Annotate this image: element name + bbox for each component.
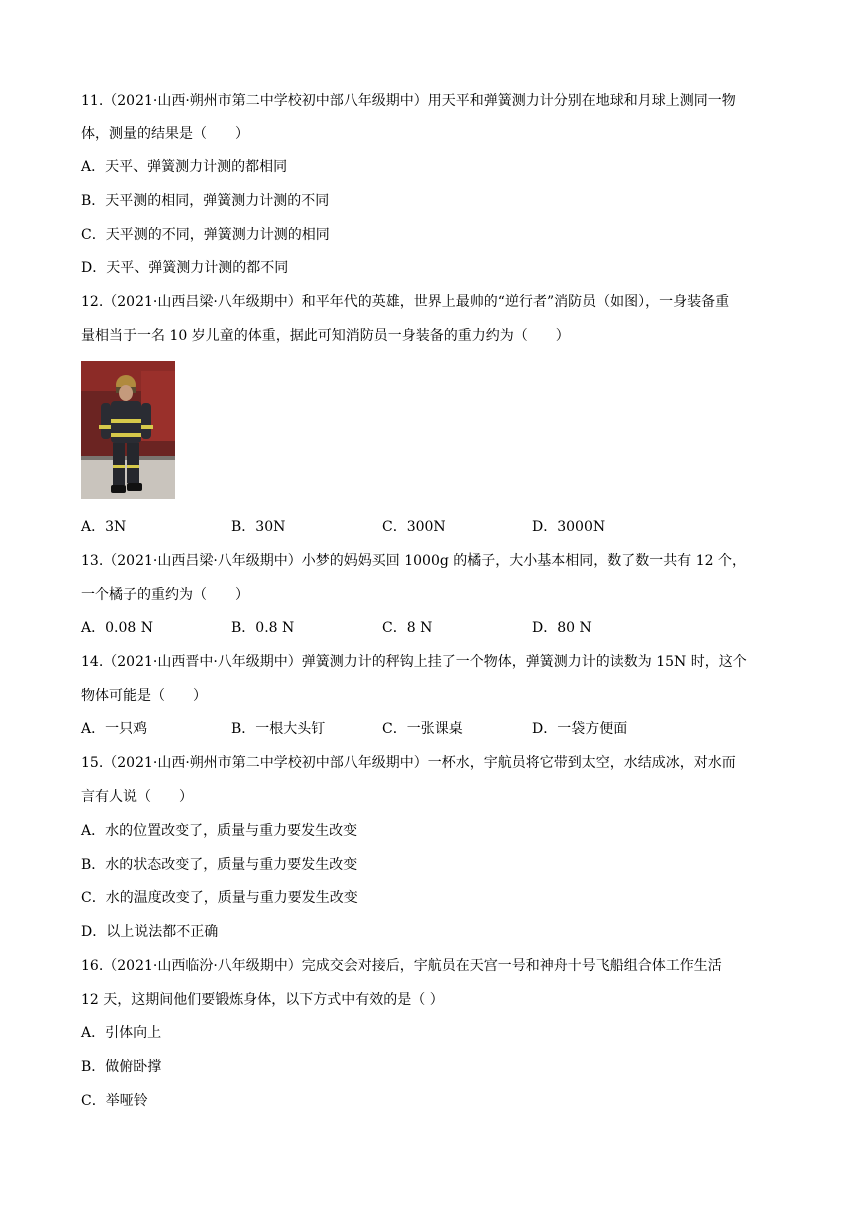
q11-option-c: C．天平测的不同，弹簧测力计测的相同: [81, 227, 330, 243]
q12-option-d: D．3000N: [532, 519, 606, 535]
q13-stem-line1: 13.（2021·山西吕梁·八年级期中）小梦的妈妈买回 1000g 的橘子，大小基本相同，数了数一共有 12 个，: [81, 553, 746, 569]
q14-stem-line1: 14.（2021·山西晋中·八年级期中）弹簧测力计的秤钩上挂了一个物体，弹簧测力计的读数为 15N 时，这个: [81, 654, 747, 670]
q16-stem-line1: 16.（2021·山西临汾·八年级期中）完成交会对接后，宇航员在天宫一号和神舟十号飞船组合体工作生活: [81, 958, 722, 974]
q15-option-c: C．水的温度改变了，质量与重力要发生改变: [81, 890, 358, 906]
q13-option-d: D．80 N: [532, 620, 592, 636]
q16-stem-line2: 12 天，这期间他们要锻炼身体，以下方式中有效的是（ ）: [81, 992, 444, 1008]
q14-option-a: A．一只鸡: [81, 721, 148, 737]
q15-option-a: A．水的位置改变了，质量与重力要发生改变: [81, 823, 358, 839]
q12-option-c: C．300N: [382, 519, 446, 535]
q16-option-a: A．引体向上: [81, 1025, 162, 1041]
q13-stem-line2: 一个橘子的重约为（ ）: [81, 587, 249, 603]
q16-option-c: C．举哑铃: [81, 1093, 148, 1109]
q11-stem-line2: 体，测量的结果是（ ）: [81, 126, 249, 142]
q13-option-c: C．8 N: [382, 620, 433, 636]
q13-option-b: B．0.8 N: [231, 620, 295, 636]
q12-option-b: B．30N: [231, 519, 286, 535]
q15-option-b: B．水的状态改变了，质量与重力要发生改变: [81, 857, 358, 873]
q15-option-d: D．以上说法都不正确: [81, 924, 219, 940]
q13-option-a: A．0.08 N: [81, 620, 153, 636]
q11-stem-line1: 11.（2021·山西·朔州市第二中学校初中部八年级期中）用天平和弹簧测力计分别在地球和月球上测同一物: [81, 93, 736, 109]
firefighter-photo: [81, 361, 175, 499]
q11-option-d: D．天平、弹簧测力计测的都不同: [81, 260, 289, 276]
q11-option-a: A．天平、弹簧测力计测的都相同: [81, 159, 288, 175]
firefighter-illustration: [81, 361, 175, 499]
q15-stem-line2: 言有人说（ ）: [81, 789, 193, 805]
q11-option-b: B．天平测的相同，弹簧测力计测的不同: [81, 193, 330, 209]
q14-option-b: B．一根大头钉: [231, 721, 326, 737]
q14-stem-line2: 物体可能是（ ）: [81, 688, 207, 704]
q14-option-c: C．一张课桌: [382, 721, 463, 737]
q15-stem-line1: 15.（2021·山西·朔州市第二中学校初中部八年级期中）一杯水，宇航员将它带到太空，水结成冰，对水而: [81, 755, 736, 771]
q12-stem-line2: 量相当于一名 10 岁儿童的体重，据此可知消防员一身装备的重力约为（ ）: [81, 328, 570, 344]
q12-stem-line1: 12.（2021·山西吕梁·八年级期中）和平年代的英雄，世界上最帅的“逆行者”消防员（如图），一身装备重: [81, 294, 730, 310]
q16-option-b: B．做俯卧撑: [81, 1059, 162, 1075]
q12-option-a: A．3N: [81, 519, 127, 535]
q14-option-d: D．一袋方便面: [532, 721, 628, 737]
